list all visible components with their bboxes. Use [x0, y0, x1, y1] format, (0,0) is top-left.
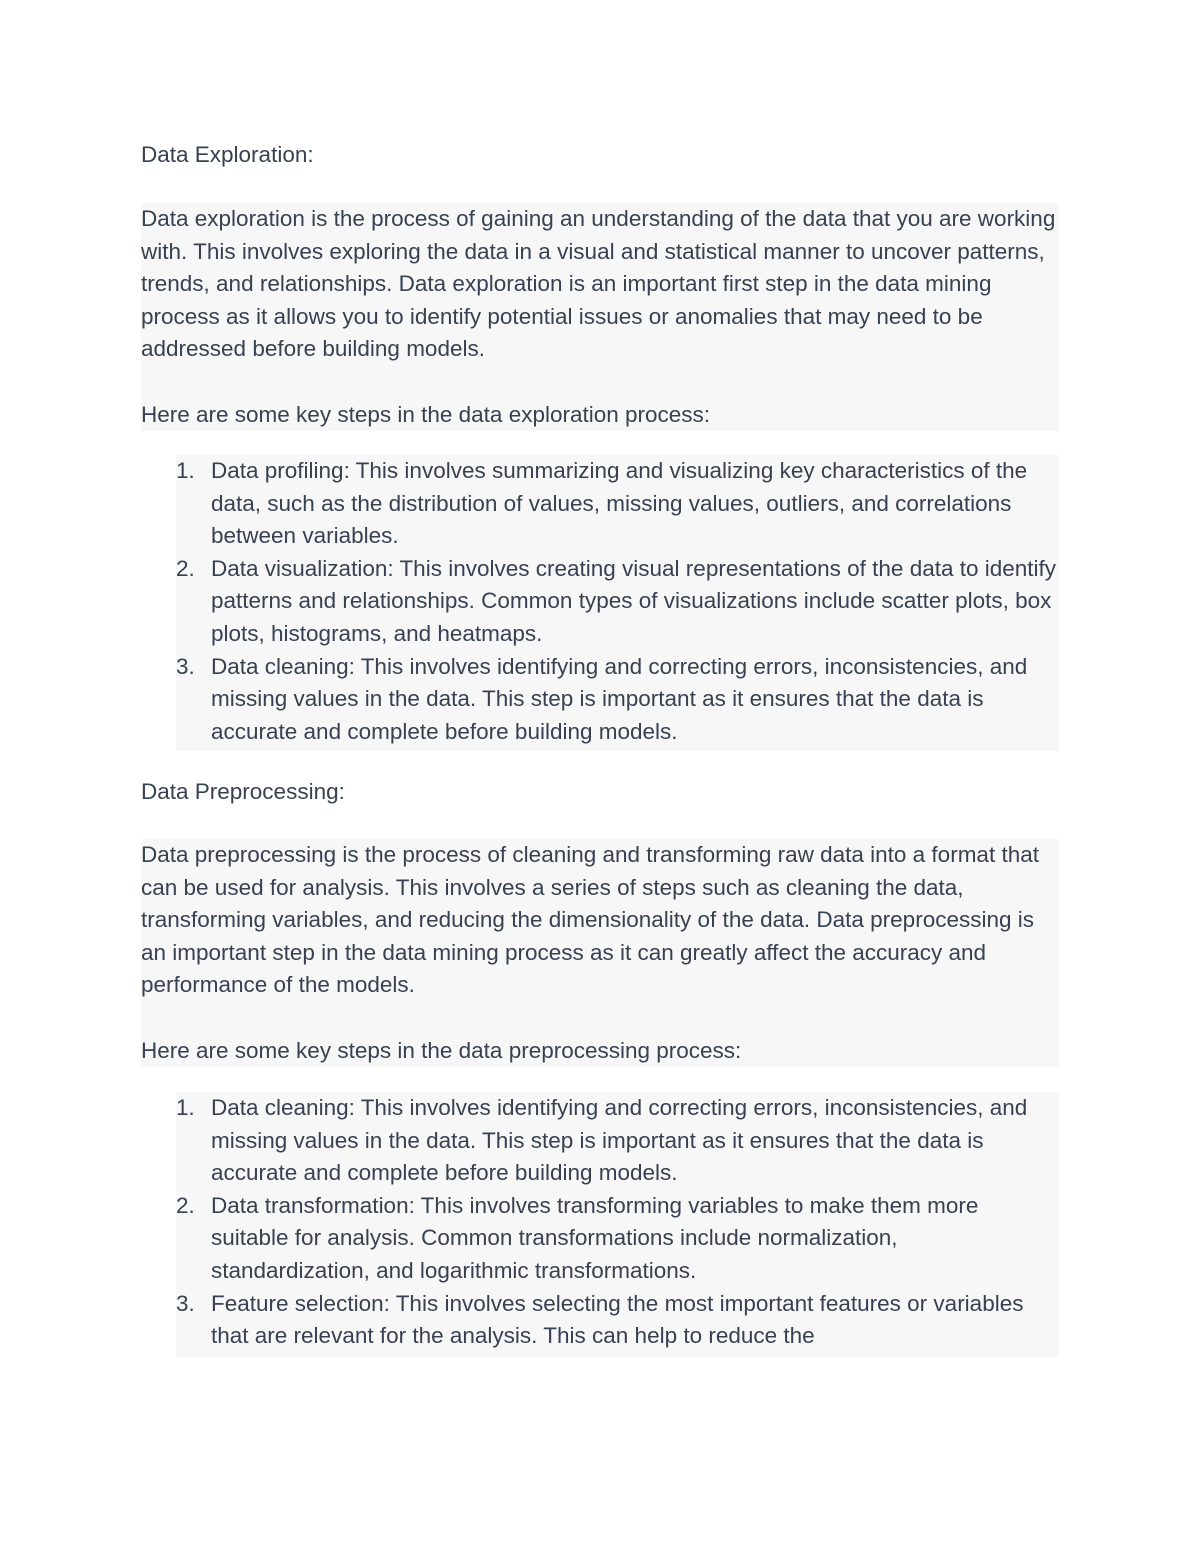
list-item-number: 3.	[176, 653, 195, 679]
exploration-steps-list-block	[176, 455, 1059, 751]
preprocessing-intro-paragraph: Data preprocessing is the process of cleaning and transforming raw data into a format that can be used for analysis. This involves a series of steps such as cleaning the data, transforming variables, and reducing the dimensionality of the data. Data preprocessing is an important step in the data mining process as it can greatly affect the accuracy and performance of the models.	[141, 842, 1039, 998]
list-item-text: Feature selection: This involves selecting the most important features or variables that are relevant for the analysis. This can help to reduce the	[211, 1290, 1024, 1349]
exploration-steps-lead: Here are some key steps in the data exploration process:	[141, 401, 711, 427]
section-heading-preprocessing: Data Preprocessing:	[141, 779, 345, 804]
section-heading-exploration: Data Exploration:	[141, 142, 314, 167]
list-item-number: 3.	[176, 1290, 195, 1316]
list-item-number: 2.	[176, 555, 195, 581]
list-item-number: 2.	[176, 1192, 195, 1218]
list-item-text: Data profiling: This involves summarizing and visualizing key characteristics of the data, such as the distribution of values, missing values, outliers, and correlations between variables.	[211, 458, 1028, 549]
exploration-intro-paragraph: Data exploration is the process of gaining an understanding of the data that you are working with. This involves exploring the data in a visual and statistical manner to uncover patterns, trends, and relationships. Data exploration is an important first step in the data mining process as it allows you to identify potential issues or anomalies that may need to be addressed before building models.	[141, 206, 1056, 362]
list-item	[176, 553, 1059, 651]
preprocessing-intro-block	[141, 839, 1059, 1067]
list-item	[176, 1190, 1059, 1288]
list-item-number: 1.	[176, 1095, 195, 1120]
list-item	[176, 455, 1059, 553]
list-item-text: Data transformation: This involves transforming variables to make them more suitable for analysis. Common transformations include normalization, standardization, and logarithmic transformations.	[211, 1192, 979, 1283]
exploration-intro-block	[141, 203, 1059, 431]
preprocessing-steps-list	[176, 1092, 1059, 1353]
list-item	[176, 1288, 1059, 1353]
list-item-text: Data cleaning: This involves identifying and correcting errors, inconsistencies, and missing values in the data. This step is important as it ensures that the data is accurate and complete before building models.	[211, 653, 1028, 744]
list-item-text: Data visualization: This involves creating visual representations of the data to identify patterns and relationships. Common types of visualizations include scatter plots, box plots, histograms, and heatmaps.	[211, 555, 1057, 646]
list-item-number: 1.	[176, 458, 195, 483]
list-item	[176, 651, 1059, 749]
preprocessing-steps-list-block	[176, 1092, 1059, 1357]
preprocessing-steps-lead: Here are some key steps in the data preprocessing process:	[141, 1037, 742, 1063]
list-item	[176, 1092, 1059, 1190]
list-item-text: Data cleaning: This involves identifying and correcting errors, inconsistencies, and missing values in the data. This step is important as it ensures that the data is accurate and complete before building models.	[211, 1095, 1028, 1186]
exploration-steps-list	[176, 455, 1059, 748]
